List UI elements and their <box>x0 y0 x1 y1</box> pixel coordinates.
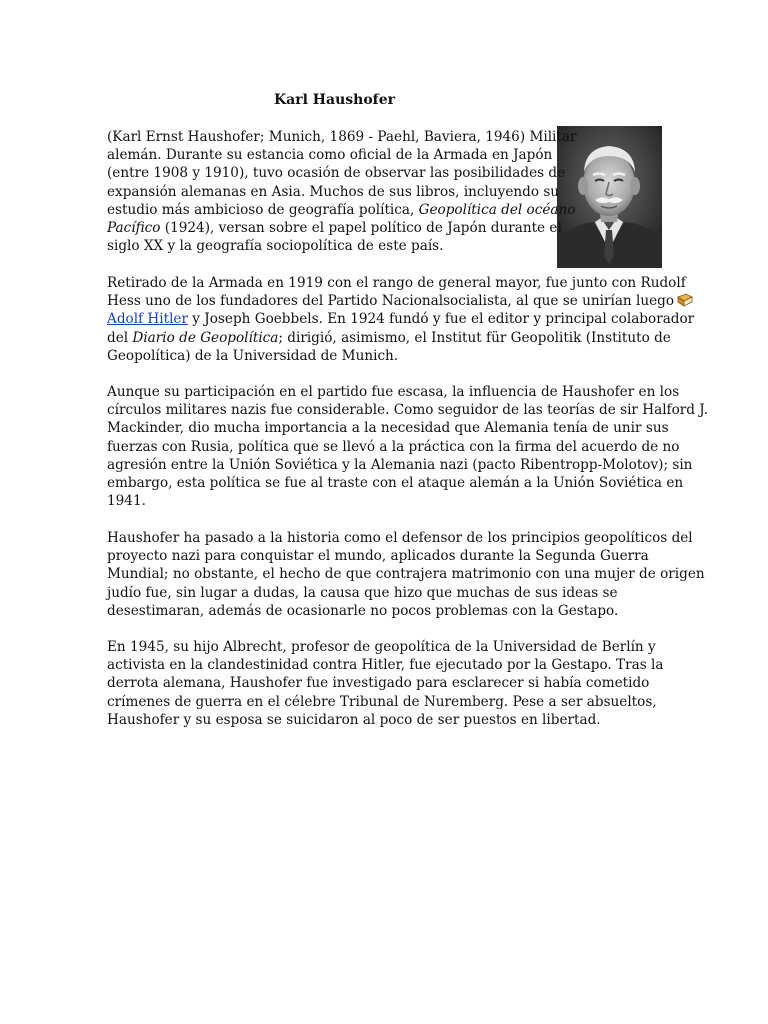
text-span: Hess uno de los fundadores del Partido Nacionalsocialista, al que se unirían luego <box>107 293 675 310</box>
text-line <box>107 329 694 347</box>
page-title: Karl Haushofer <box>274 92 395 108</box>
text-line: siglo XX y la geografía sociopolítica de este país. <box>107 238 444 255</box>
text-line: (entre 1908 y 1910), tuvo ocasión de observar las posibilidades de <box>107 165 566 182</box>
text-line: crímenes de guerra en el célebre Tribunal de Nuremberg. Pese a ser absueltos, <box>107 693 657 710</box>
text-line: proyecto nazi para conquistar el mundo, aplicados durante la Segunda Guerra <box>107 548 649 565</box>
paragraph-5 <box>107 638 663 729</box>
text-line <box>107 201 576 219</box>
paragraph-1 <box>107 128 576 255</box>
text-line: Haushofer y su esposa se suicidaron al poco de ser puestos en libertad. <box>107 711 601 728</box>
text-line <box>107 292 694 310</box>
text-span: ; dirigió, asimismo, el Institut für Geopolitik (Instituto de <box>278 329 671 346</box>
text-line <box>107 219 576 237</box>
text-line <box>107 310 694 328</box>
text-line: Mackinder, dio mucha importancia a la necesidad que Alemania tenía de unir sus <box>107 420 669 437</box>
text-line: expansión alemanas en Asia. Muchos de sus libros, incluyendo su <box>107 183 560 200</box>
text-line: Haushofer ha pasado a la historia como el defensor de los principios geopolíticos del <box>107 530 693 546</box>
text-line: alemán. Durante su estancia como oficial de la Armada en Japón <box>107 147 553 164</box>
text-line: (Karl Ernst Haushofer; Munich, 1869 - Paehl, Baviera, 1946) Militar <box>107 129 577 145</box>
paragraph-3 <box>107 383 708 510</box>
text-line: activista en la clandestinidad contra Hitler, fue ejecutado por la Gestapo. Tras la <box>107 657 664 674</box>
text-line: embargo, esta política se fue al traste con el ataque alemán a la Unión Soviética en <box>107 474 684 491</box>
text-line: derrota alemana, Haushofer fue investigado para esclarecer si había cometido <box>107 675 650 692</box>
text-span: (1924), versan sobre el papel político de Japón durante el <box>160 219 562 236</box>
paragraph-2 <box>107 274 694 365</box>
text-line: Retirado de la Armada en 1919 con el rango de general mayor, fue junto con Rudolf <box>107 275 686 291</box>
text-span: del <box>107 329 133 346</box>
journal-title: Diario de Geopolítica <box>132 329 279 346</box>
text-span: y Joseph Goebbels. En 1924 fundó y fue el editor y principal colaborador <box>187 311 695 328</box>
text-line: 1941. <box>107 493 146 510</box>
text-line: fuerzas con Rusia, política que se llevó a la práctica con la firma del acuerdo de no <box>107 438 680 455</box>
adolf-hitler-link[interactable]: Adolf Hitler <box>107 311 188 328</box>
text-line: Geopolítica) de la Universidad de Munich. <box>107 347 399 364</box>
text-line: desestimaran, además de ocasionarle no pocos problemas con la Gestapo. <box>107 602 619 619</box>
text-line: Aunque su participación en el partido fue escasa, la influencia de Haushofer en los <box>107 384 680 400</box>
text-line: judío fue, sin lugar a dudas, la causa que hizo que muchas de sus ideas se <box>107 584 618 601</box>
text-line: En 1945, su hijo Albrecht, profesor de geopolítica de la Universidad de Berlín y <box>107 639 656 655</box>
paragraph-4 <box>107 529 705 620</box>
text-line: agresión entre la Unión Soviética y la Alemania nazi (pacto Ribentropp-Molotov); sin <box>107 456 693 473</box>
book-title: Geopolítica del océano <box>418 201 576 218</box>
book-title-cont: Pacífico <box>107 219 161 236</box>
text-line: círculos militares nazis fue considerable. Como seguidor de las teorías de sir Halford J. <box>107 402 709 419</box>
text-span: estudio más ambicioso de geografía política, <box>107 201 419 218</box>
text-line: Mundial; no obstante, el hecho de que contrajera matrimonio con una mujer de origen <box>107 566 705 583</box>
